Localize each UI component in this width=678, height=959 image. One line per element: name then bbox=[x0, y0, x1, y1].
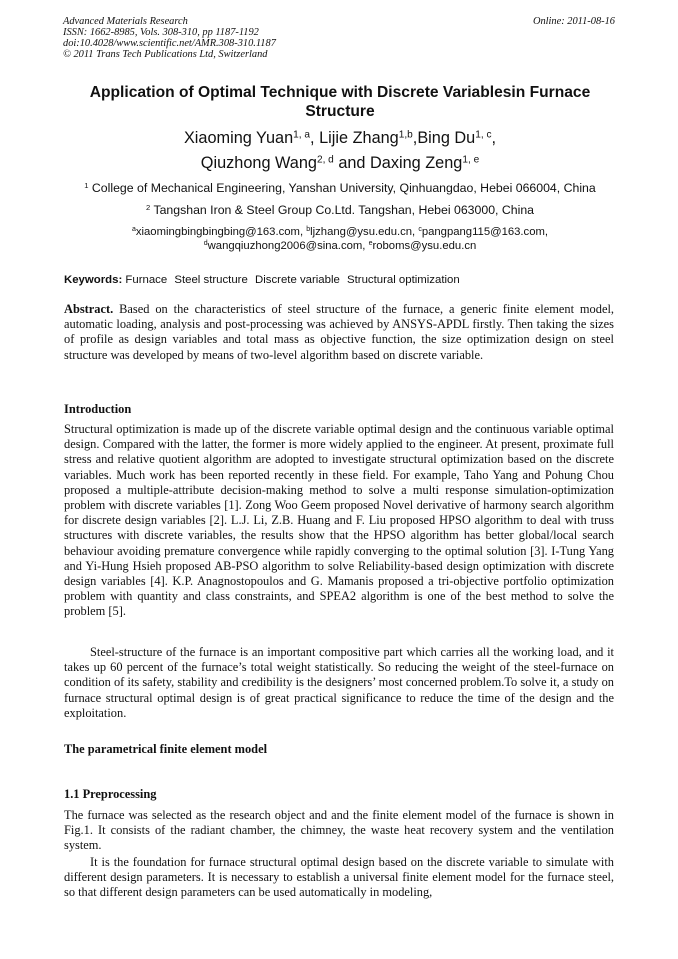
doi-line: doi:10.4028/www.scientific.net/AMR.308-310.1187 bbox=[63, 38, 276, 49]
author-sup: 1, a bbox=[293, 129, 311, 141]
email: pangpang115@163.com bbox=[421, 226, 545, 238]
author-line-1: Xiaoming Yuan$^{1, a}$, Lijie Zhang$^{1,b}$,Bing Du$^{1, c}$, bbox=[183, 129, 497, 147]
author-sup: 1,b bbox=[398, 129, 413, 141]
preprocessing-paragraph-1: The furnace was selected as the research object and and the finite element model of the furnace is shown in Fig.1. It consists of the radiant chamber, the chimney, the waste heat recovery system and the ventilation system. bbox=[64, 808, 614, 853]
email: ljzhang@ysu.edu.cn bbox=[310, 226, 413, 238]
author-line-2: Qiuzhong Wang$^{2, d}$ and Daxing Zeng$^{1, e}$ bbox=[200, 154, 480, 172]
online-date: Online: 2011-08-16 bbox=[532, 16, 615, 27]
author-name: Qiuzhong Wang bbox=[200, 154, 317, 172]
abstract-text: Based on the characteristics of steel structure of the furnace, a generic finite element model, automatic loading, analysis and post-processing was achieved by ANSYS-APDL firstly. Then taking the sizes of profile as design variables and total mass as objective function, the size optimization design on steel structure was developed by means of two-level algorithm based on discrete variable. bbox=[64, 302, 614, 362]
email-line-1: $^a$xiaomingbingbingbing@163.com, $^b$ljzhang@ysu.edu.cn, $^c$pangpang115@163.com, bbox=[131, 226, 549, 238]
keywords-label: Keywords: bbox=[64, 274, 123, 286]
email-line-2: $^d$wangqiuzhong2006@sina.com, $^e$roboms@ysu.edu.cn bbox=[203, 240, 477, 252]
intro-paragraph-1: Structural optimization is made up of the discrete variable optimal design and the continuous variable optimal design. Compared with the latter, the former is more widely applied to the engineer. At present, proximate full stress and relative quotient algorithm are adopted to investigate structural optimization based on the discrete variables. Much work has been reported recently in these field. For example, Taho Yang and Pohung Chou proposed a multiple-attribute decision-making method to solve a multi response simulation-optimization problem with discrete variables [1]. Zong Woo Geem proposed Novel derivative of harmony search algorithm for discrete design variables [2]. L.J. Li, Z.B. Huang and F. Liu proposed HPSO algorithm to deal with truss structures with discrete variables, the results show that the HPSO algorithm has better global/local search behaviour avoiding premature convergence while rapidly converging to the optimal solution [3]. I-Tung Yang and Yi-Hung Hsieh proposed AB-PSO algorithm to solve Reliability-based design optimization with discrete design variables [4]. K.P. Anagnostopoulos and G. Mamanis proposed a tri-objective portfolio optimization problem with quantity and class constraints, and SPEA2 algorithm is one of the best method to solve the problem [5]. bbox=[64, 422, 614, 619]
email: wangqiuzhong2006@sina.com bbox=[207, 240, 363, 252]
author-sup: 1, e bbox=[462, 154, 480, 166]
author-name: Xiaoming Yuan bbox=[183, 129, 294, 147]
author-name: Bing Du bbox=[417, 129, 476, 147]
abstract bbox=[64, 302, 614, 363]
author-sup: 2, d bbox=[316, 154, 334, 166]
keyword: Structural optimization bbox=[347, 274, 460, 286]
intro-paragraph-2: Steel-structure of the furnace is an important compositive part which carries all the working load, and it takes up 60 percent of the furnace’s total weight statistically. So reducing the weight of the steel-furnace on condition of its safety, stability and credibility is the designers’ most concerned problem.To solve it, a study on furnace structural optimal design is of great practical significance to reduce the time of the design and the exploitation. bbox=[64, 645, 614, 720]
keyword: Steel structure bbox=[174, 274, 248, 286]
keywords bbox=[64, 273, 624, 287]
keyword: Furnace bbox=[125, 274, 168, 286]
author-sup: 1, c bbox=[475, 129, 492, 141]
copyright-line: © 2011 Trans Tech Publications Ltd, Switzerland bbox=[63, 49, 268, 60]
subsection-heading-preprocessing: 1.1 Preprocessing bbox=[64, 787, 157, 801]
paper-title: Application of Optimal Technique with Discrete Variablesin Furnace Structure bbox=[89, 84, 591, 120]
issn-line: ISSN: 1662-8985, Vols. 308-310, pp 1187-1192 bbox=[63, 27, 259, 38]
email: xiaomingbingbingbing@163.com bbox=[135, 226, 300, 238]
email: roboms@ysu.edu.cn bbox=[372, 240, 477, 252]
preprocessing-paragraph-2: It is the foundation for furnace structural optimal design based on the discrete variable to simulate with different design parameters. It is necessary to establish a universal finite element model for the furnace steel, so that different design parameters can be used automatically in modeling, bbox=[64, 855, 614, 900]
journal-name: Advanced Materials Research bbox=[63, 16, 188, 27]
section-heading-introduction: Introduction bbox=[64, 402, 132, 416]
affiliation-2: $^2$ Tangshan Iron & Steel Group Co.Ltd. Tangshan, Hebei 063000, China bbox=[146, 202, 534, 217]
section-heading-model: The parametrical finite element model bbox=[64, 742, 268, 756]
affiliation-1: $^1$ College of Mechanical Engineering, Yanshan University, Qinhuangdao, Hebei 066004, China bbox=[84, 180, 596, 195]
author-name: Daxing Zeng bbox=[370, 154, 463, 172]
keyword: Discrete variable bbox=[255, 274, 340, 286]
author-name: Lijie Zhang bbox=[319, 129, 399, 147]
abstract-label: Abstract. bbox=[64, 302, 114, 316]
